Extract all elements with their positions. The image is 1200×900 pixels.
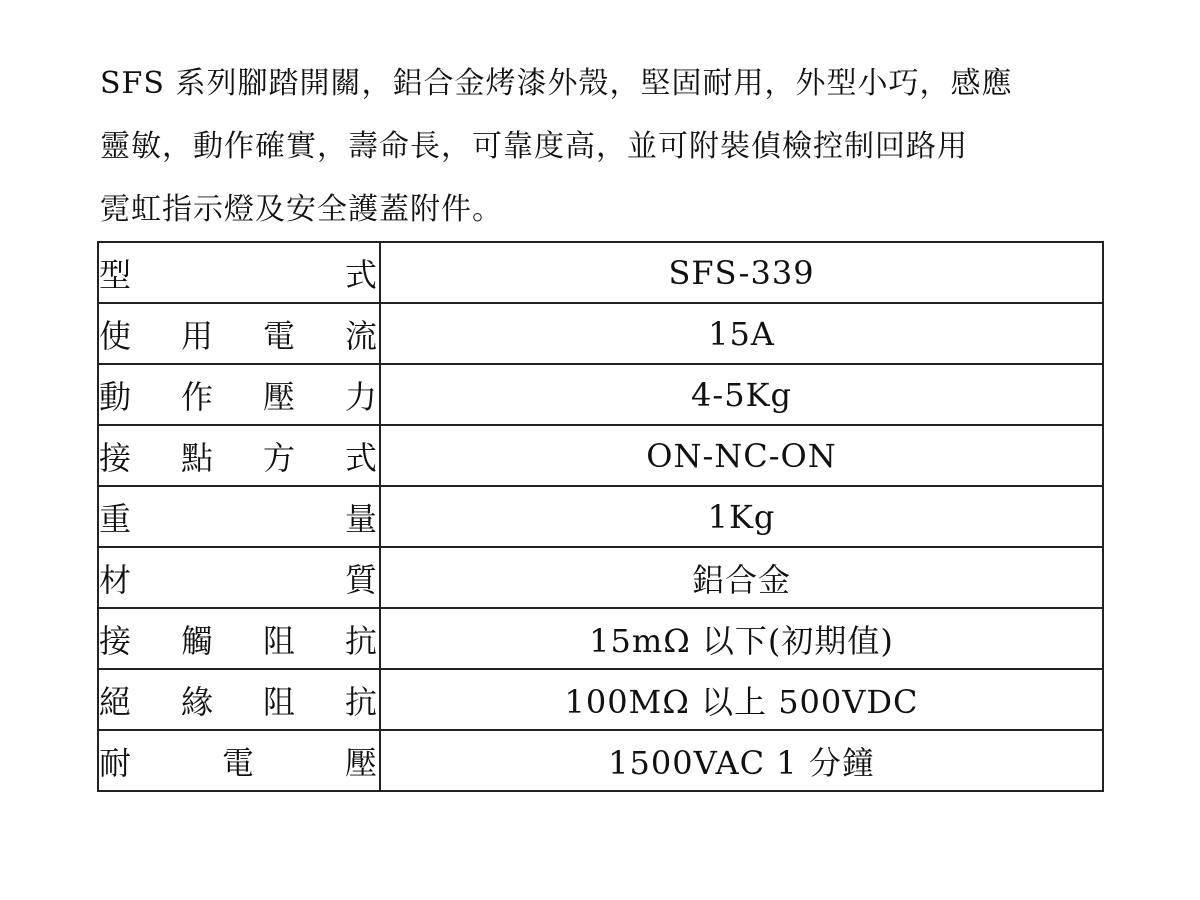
- spec-value: 15A: [380, 303, 1103, 364]
- label-char: 阻: [262, 682, 297, 721]
- table-row: [98, 303, 1103, 364]
- label-char: 接: [99, 438, 134, 477]
- label-char: 作: [180, 377, 215, 416]
- label-char: 流: [344, 316, 379, 355]
- spec-label-cell: [98, 425, 380, 486]
- label-char: 接: [99, 621, 134, 660]
- label-char: 點: [180, 438, 215, 477]
- label-char: 耐: [99, 743, 134, 782]
- label-char: 質: [344, 560, 379, 599]
- label-char: 重: [99, 499, 134, 538]
- label-char: 電: [262, 316, 297, 355]
- spec-label-cell: [98, 242, 380, 303]
- label-char: 觸: [180, 621, 215, 660]
- label-char: 材: [99, 560, 134, 599]
- spec-label-cell: [98, 364, 380, 425]
- table-row: [98, 364, 1103, 425]
- spec-value: 4-5Kg: [380, 364, 1103, 425]
- spec-label-cell: [98, 486, 380, 547]
- spec-label-cell: [98, 547, 380, 608]
- table-row: [98, 669, 1103, 730]
- label-char: 力: [344, 377, 379, 416]
- spec-value: 1500VAC 1 分鐘: [380, 730, 1103, 791]
- spec-label: [99, 616, 379, 662]
- label-char: 阻: [262, 621, 297, 660]
- label-char: 動: [99, 377, 134, 416]
- label-char: 式: [344, 438, 379, 477]
- spec-value: ON-NC-ON: [380, 425, 1103, 486]
- spec-value: 15mΩ 以下(初期值): [380, 608, 1103, 669]
- table-row: [98, 242, 1103, 303]
- spec-label-cell: [98, 303, 380, 364]
- spec-label: [99, 494, 379, 540]
- spec-label: [99, 555, 379, 601]
- label-char: 抗: [344, 621, 379, 660]
- label-char: 抗: [344, 682, 379, 721]
- table-row: [98, 425, 1103, 486]
- label-char: 壓: [344, 743, 379, 782]
- table-row: [98, 547, 1103, 608]
- label-char: 式: [344, 255, 379, 294]
- intro-line: 霓虹指示燈及安全護蓋附件。: [100, 192, 503, 227]
- label-char: 量: [344, 499, 379, 538]
- spec-label: [99, 250, 379, 296]
- spec-label: [99, 433, 379, 479]
- spec-table: [97, 241, 1104, 792]
- table-row: [98, 730, 1103, 791]
- label-char: 緣: [180, 682, 215, 721]
- table-row: [98, 486, 1103, 547]
- spec-label: [99, 677, 379, 723]
- spec-label-cell: [98, 669, 380, 730]
- label-char: 用: [180, 316, 215, 355]
- label-char: 絕: [99, 682, 134, 721]
- intro-line: 靈敏，動作確實，壽命長，可靠度高，並可附裝偵檢控制回路用: [100, 129, 968, 164]
- spec-label: [99, 311, 379, 357]
- spec-value: 100MΩ 以上 500VDC: [380, 669, 1103, 730]
- label-char: 型: [99, 255, 134, 294]
- label-char: 電: [221, 743, 256, 782]
- label-char: 壓: [262, 377, 297, 416]
- spec-label-cell: [98, 730, 380, 791]
- spec-value: 鋁合金: [380, 547, 1103, 608]
- label-char: 方: [262, 438, 297, 477]
- table-row: [98, 608, 1103, 669]
- intro-line: SFS 系列腳踏開關，鋁合金烤漆外殼，堅固耐用，外型小巧，感應: [100, 66, 1013, 101]
- intro-paragraph: [100, 52, 1110, 241]
- spec-label: [99, 738, 379, 784]
- spec-label-cell: [98, 608, 380, 669]
- spec-value: SFS-339: [380, 242, 1103, 303]
- label-char: 使: [99, 316, 134, 355]
- spec-label: [99, 372, 379, 418]
- spec-value: 1Kg: [380, 486, 1103, 547]
